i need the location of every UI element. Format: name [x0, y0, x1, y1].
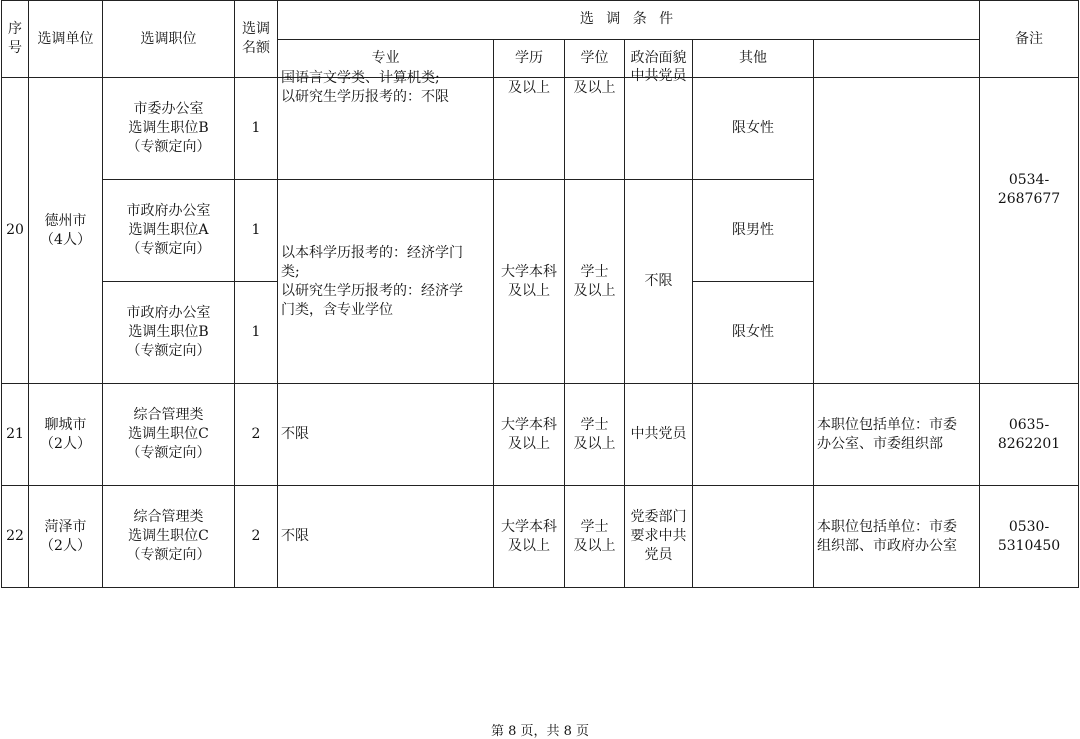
political-cell [625, 68, 693, 180]
degree-line: 学士 [580, 518, 609, 535]
political-text: 中共党员 [630, 68, 687, 84]
header-major: 专业 [278, 39, 494, 78]
major-line: 以本科学历报考的：经济学门 [281, 244, 463, 261]
degree-line: 学士 [580, 416, 609, 433]
education-cell [494, 384, 565, 486]
other-cell: 限男性 [693, 180, 814, 282]
position-line: 综合管理类 [133, 407, 204, 423]
unit-name: 德州市 [44, 212, 87, 229]
table-row [2, 486, 1079, 588]
education-text: 及以上 [508, 80, 550, 96]
recruitment-table [1, 0, 1079, 588]
unit-name: 菏泽市 [44, 518, 87, 535]
seq-cell: 22 [2, 486, 29, 588]
other-cell: 限女性 [693, 78, 814, 180]
quota-cell: 1 [235, 78, 278, 180]
position-cell [103, 486, 235, 588]
header-unit: 选调单位 [29, 1, 103, 78]
unit-cell [29, 486, 103, 588]
education-line: 大学本科 [501, 518, 557, 535]
phone-cell: 0530-5310450 [980, 486, 1079, 588]
position-line: （专额定向） [126, 445, 211, 461]
degree-cell [565, 384, 625, 486]
header-other: 其他 [693, 39, 814, 78]
seq-cell: 20 [2, 78, 29, 384]
position-line: 市政府办公室 [126, 305, 211, 321]
other-cell [693, 384, 814, 486]
header-quota: 选调名额 [235, 1, 278, 78]
seq-cell: 21 [2, 384, 29, 486]
position-cell [103, 282, 235, 384]
degree-line: 及以上 [573, 537, 616, 554]
table-row [2, 384, 1079, 486]
header-conditions: 选 调 条 件 [278, 1, 980, 40]
header-degree: 学位 [565, 39, 625, 78]
position-line: （专额定向） [126, 343, 211, 359]
remark-cell [814, 486, 980, 588]
remark-line: 办公室、市委组织部 [817, 435, 943, 452]
phone-cell: 0635-8262201 [980, 384, 1079, 486]
phone-cell: 0534-2687677 [980, 78, 1079, 384]
political-cell: 中共党员 [625, 384, 693, 486]
position-line: 市政府办公室 [126, 203, 211, 219]
political-cell [625, 486, 693, 588]
major-line: 以研究生学历报考的：不限 [281, 89, 449, 105]
unit-count: （2人） [40, 435, 91, 452]
position-line: 市委办公室 [133, 101, 204, 117]
degree-cell [565, 78, 625, 180]
unit-count: （2人） [40, 537, 91, 554]
position-line: （专额定向） [126, 547, 211, 563]
position-line: 选调生职位B [128, 324, 209, 340]
quota-cell: 1 [235, 180, 278, 282]
remark-line: 组织部、市政府办公室 [817, 537, 957, 554]
page-number: 第 8 页，共 8 页 [490, 724, 590, 739]
remark-line: 本职位包括单位：市委 [817, 416, 957, 433]
political-line: 党委部门 [630, 509, 687, 525]
position-line: 综合管理类 [133, 509, 204, 525]
header-seq: 序号 [2, 1, 29, 78]
political-line: 党员 [644, 547, 673, 563]
position-cell [103, 180, 235, 282]
quota-cell: 1 [235, 282, 278, 384]
education-line: 及以上 [508, 282, 550, 299]
unit-count: （4人） [40, 231, 91, 248]
position-line: 选调生职位C [128, 528, 209, 544]
political-cell: 不限 [625, 180, 693, 384]
remark-cell [814, 78, 980, 384]
position-line: 选调生职位A [128, 222, 209, 238]
unit-cell [29, 384, 103, 486]
major-cell: 不限 [278, 486, 494, 588]
degree-line: 学士 [580, 263, 609, 280]
education-cell [494, 180, 565, 384]
degree-line: 及以上 [573, 282, 616, 299]
table-row [2, 78, 1079, 180]
education-line: 大学本科 [501, 263, 557, 280]
unit-cell [29, 78, 103, 384]
major-line: 以研究生学历报考的：经济学 [281, 282, 463, 299]
major-cell: 不限 [278, 384, 494, 486]
position-cell [103, 384, 235, 486]
header-remark: 备注 [980, 1, 1079, 78]
other-cell: 限女性 [693, 282, 814, 384]
degree-cell [565, 486, 625, 588]
education-line: 及以上 [508, 435, 550, 452]
remark-cell [814, 384, 980, 486]
major-line: 门类，含专业学位 [281, 301, 393, 318]
education-cell [494, 78, 565, 180]
major-cell [278, 70, 494, 180]
position-line: 选调生职位C [128, 426, 209, 442]
unit-name: 聊城市 [44, 416, 87, 433]
other-cell [693, 486, 814, 588]
quota-cell: 2 [235, 384, 278, 486]
political-line: 要求中共 [630, 528, 687, 544]
quota-cell: 2 [235, 486, 278, 588]
major-line: 类; [281, 263, 300, 280]
major-cell [278, 180, 494, 384]
position-line: 选调生职位B [128, 120, 209, 136]
degree-text: 及以上 [573, 80, 616, 96]
position-line: （专额定向） [126, 139, 211, 155]
education-line: 大学本科 [501, 416, 557, 433]
position-line: （专额定向） [126, 241, 211, 257]
position-cell [103, 78, 235, 180]
header-political: 政治面貌 [625, 39, 693, 78]
education-cell [494, 486, 565, 588]
education-line: 及以上 [508, 537, 550, 554]
major-line: 国语言文学类、计算机类; [281, 70, 440, 86]
remark-line: 本职位包括单位：市委 [817, 518, 957, 535]
header-education: 学历 [494, 39, 565, 78]
degree-line: 及以上 [573, 435, 616, 452]
degree-cell [565, 180, 625, 384]
header-position: 选调职位 [103, 1, 235, 78]
